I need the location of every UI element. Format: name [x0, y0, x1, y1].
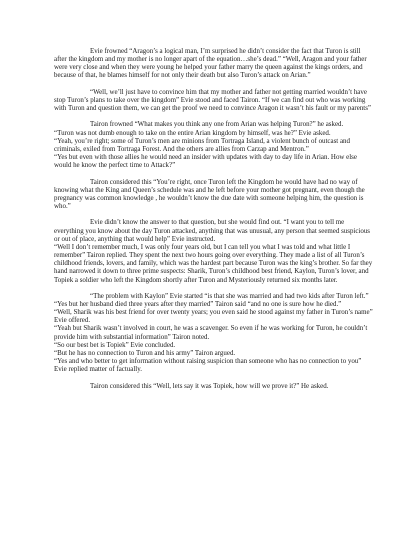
paragraph: Tairon considered this “You’re right, once Turon left the Kingdom he would have had no way of knowing what the King and Queen’s schedule was and he left before your mother got pregnant, even though the pregnancy was common knowledge , he wouldn’t know the due date with someone helping him, the question is who.” [54, 177, 365, 211]
paragraph: “Yes but even with those allies he would need an insider with updates with day to day life in Arian. How else would he know the perfect time to Attack?” [54, 153, 357, 170]
paragraph: “Well, Sharik was his best friend for over twenty years; you even said he stood against my father in Turon’s name” Evie offered. [54, 308, 373, 325]
paragraph: Evie didn’t know the answer to that question, but she would find out. “I want you to tell me everything you know about the day Turon attacked, anything that was unusual, any person that seemed suspicious or out of place, anything that would help” Evie instructed. [54, 218, 370, 243]
paragraph: “Well I don’t remember much, I was only four years old, but I can tell you what I was told and what little I remember” Tairon replied. They spent the next two hours going over everything. They made a list of all Turon’s childhood friends, lovers, and family, which was the hardest part because Turon was the king’s brother. So far they hand narrowed it down to three prime suspects: Sharik, Turon’s childhood best friend, Kaylon, Turon’s lover, and Topiek a soldier who left the Kingdom shortly after Turon and Mysteriously returned six months later. [54, 242, 373, 284]
paragraph: Tairon frowned “What makes you think any one from Arian was helping Turon?” he asked. [90, 120, 344, 129]
paragraph: “Yes and who better to get information without raising suspicion than someone who has no connection to you” Evie replied matter of factually. [54, 357, 362, 374]
paragraph: “So our best bet is Topiek” Evie concluded. [54, 340, 176, 349]
paragraph: “Yeah but Sharik wasn’t involved in court, he was a scavenger. So even if he was working for Turon, he couldn’t provide him with substantial information” Tairon noted. [54, 324, 368, 341]
paragraph: “Yeah, you’re right; some of Turon’s men are minions from Tortraga Island, a violent bunch of outcast and criminals, exiled from Tortraga Forest. And the others are allies from Carzap and Mentron.” [54, 136, 350, 153]
paragraph: “The problem with Kaylon” Evie started “is that she was married and had two kids after Turon left.” [90, 291, 369, 300]
paragraph: “Yes but her husband died three years after they married” Tairon said “and no one is sure how he died.” [54, 300, 342, 308]
paragraph: Tairon considered this “Well, lets say it was Topiek, how will we prove it?” He asked. [90, 381, 329, 390]
paragraph: “Turon was not dumb enough to take on the entire Arian kingdom by himself, was he?” Evie asked. [54, 128, 331, 137]
paragraph: “Well, we’ll just have to convince him that my mother and father not getting married wouldn’t have stop Turon’s plans to take over the kingdom” Evie stood and faced Tairon. “If we can find out who was working with Turon and question them, we can get the proof we need to convince Aragon it wasn’t his fault or my parents” [54, 87, 371, 113]
paragraph: Evie frowned “Aragon’s a logical man, I’m surprised he didn’t consider the fact that Turon is still after the kingdom and my mother is no longer apart of the equation…she’s dead.” “Well, Aragon and your father were very close and when they were young he helped your father marry the queen against the kings orders, and because of that, he blames himself for not only their death but also Turon’s attack on Arian.” [54, 47, 367, 80]
document-body [54, 47, 374, 390]
paragraph: “But he has no connection to Turon and his army” Tairon argued. [54, 348, 236, 357]
